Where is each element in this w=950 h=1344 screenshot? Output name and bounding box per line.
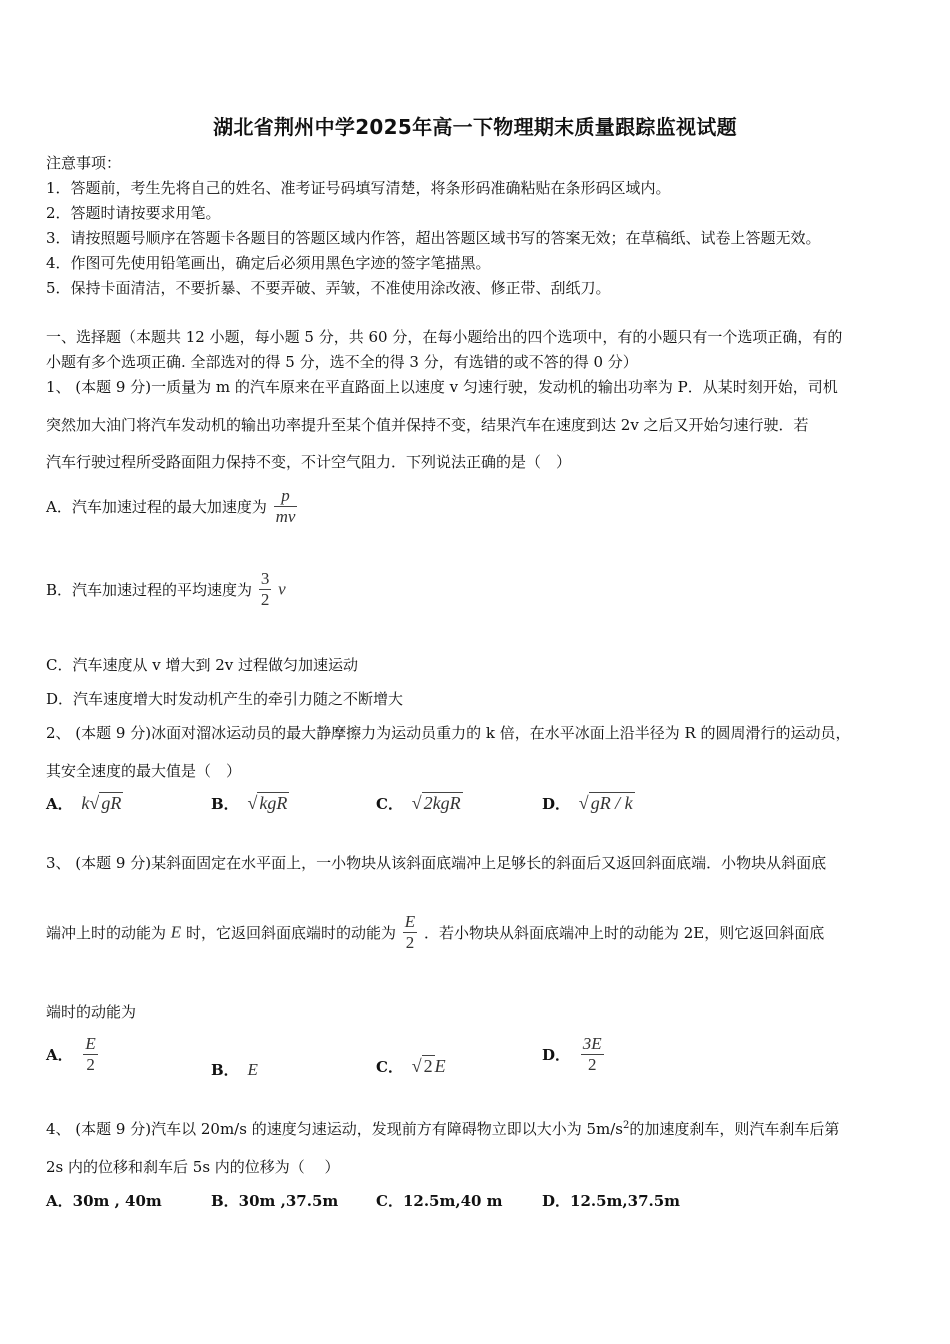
text-fragment: 4、 (本题 9 分)汽车以 20m/s 的速度匀速运动，发现前方有障碍物立即以大小为 5m/s — [46, 1120, 623, 1138]
q2-option-a[interactable] — [46, 793, 123, 814]
fraction — [274, 486, 298, 527]
q1-option-b[interactable] — [46, 569, 286, 610]
fraction-numerator: 3 — [260, 569, 270, 588]
text-fragment: 端冲上时的动能为 — [46, 924, 167, 942]
math-variable: E — [434, 1056, 446, 1076]
text-fragment: ．若小物块从斜面底端冲上时的动能为 2E，则它返回斜面底 — [423, 924, 825, 942]
radicand: 2kgR — [423, 793, 461, 813]
note-item: 3．请按照题号顺序在答题卡各题目的答题区域内作答，超出答题区域书写的答案无效；在草稿纸、试卷上答题无效。 — [46, 229, 821, 247]
math-variable: k — [81, 793, 90, 813]
note-item: 5．保持卡面清洁，不要折暴、不要弄破、弄皱，不准使用涂改液、修正带、刮纸刀。 — [46, 279, 611, 297]
sqrt-expression — [81, 793, 123, 814]
sqrt-icon: √ — [578, 793, 589, 813]
fraction-denominator: 2 — [86, 1055, 95, 1074]
q3-option-d[interactable] — [542, 1034, 606, 1075]
q4-option-d[interactable]: D．12.5m,37.5m — [542, 1192, 681, 1210]
sqrt-expression — [247, 793, 289, 814]
page-title: 湖北省荆州中学2025年高一下物理期末质量跟踪监视试题 — [213, 115, 737, 139]
fraction-denominator: 2 — [405, 933, 415, 952]
sqrt-icon: √ — [89, 793, 100, 813]
radicand: 2 — [423, 1056, 433, 1076]
q3-option-c[interactable] — [376, 1056, 446, 1077]
q4-option-a[interactable]: A．30m , 40m — [46, 1192, 162, 1210]
option-label: A． — [46, 795, 73, 813]
q1-option-a-text: A．汽车加速过程的最大加速度为 — [46, 498, 267, 516]
fraction-denominator: mv — [275, 507, 296, 526]
q1-option-d[interactable]: D．汽车速度增大时发动机产生的牵引力随之不断增大 — [46, 690, 404, 708]
fraction-numerator: E — [404, 912, 416, 931]
q1-stem-line3: 汽车行驶过程所受路面阻力保持不变，不计空气阻力．下列说法正确的是（ ） — [46, 453, 572, 471]
math-variable: E — [247, 1060, 258, 1079]
option-label: D． — [542, 1046, 571, 1064]
q3-stem-line3: 端时的动能为 — [46, 1003, 137, 1021]
q2-stem-line2: 其安全速度的最大值是（ ） — [46, 762, 242, 780]
fraction-numerator: p — [274, 486, 298, 507]
sqrt-expression — [412, 793, 463, 814]
q4-stem-line2: 2s 内的位移和刹车后 5s 内的位移为（ ） — [46, 1158, 340, 1176]
fraction-denominator: 2 — [260, 590, 270, 609]
section-heading-line2: 小题有多个选项正确. 全部选对的得 5 分，选不全的得 3 分，有选错的或不答的得 0 分） — [46, 353, 638, 371]
q4-option-c[interactable]: C．12.5m,40 m — [376, 1192, 503, 1210]
q3-option-b[interactable] — [211, 1059, 258, 1080]
q3-stem-line1: 3、 (本题 9 分)某斜面固定在水平面上，一小物块从该斜面底端冲上足够长的斜面后又返回斜面底端．小物块从斜面底 — [46, 854, 827, 872]
q3-stem-line2 — [46, 912, 824, 953]
q2-stem-line1: 2、 (本题 9 分)冰面对溜冰运动员的最大静摩擦力为运动员重力的 k 倍，在水平冰面上沿半径为 R 的圆周滑行的运动员， — [46, 724, 851, 742]
math-variable: v — [278, 579, 286, 599]
radicand: gR — [101, 793, 122, 813]
sqrt-icon: √ — [411, 1056, 422, 1076]
q1-option-c[interactable]: C．汽车速度从 v 增大到 2v 过程做匀加速运动 — [46, 656, 359, 674]
q4-option-b[interactable]: B．30m ,37.5m — [211, 1192, 339, 1210]
option-label: B． — [211, 795, 239, 813]
option-label: A． — [46, 1046, 73, 1064]
q1-stem-line2: 突然加大油门将汽车发动机的输出功率提升至某个值并保持不变，结果汽车在速度到达 2v 之后又开始匀速行驶．若 — [46, 416, 809, 434]
q2-option-c[interactable] — [376, 793, 463, 814]
fraction-denominator: 2 — [587, 1055, 597, 1074]
sqrt-icon: √ — [411, 793, 422, 813]
fraction — [581, 1034, 604, 1075]
superscript: 2 — [622, 1120, 630, 1131]
fraction — [83, 1034, 97, 1075]
q3-option-a[interactable] — [46, 1034, 100, 1075]
note-item: 4．作图可先使用铅笔画出，确定后必须用黑色字迹的签字笔描黑。 — [46, 254, 491, 272]
section-heading-line1: 一、选择题（本题共 12 小题，每小题 5 分，共 60 分，在每小题给出的四个选项中，有的小题只有一个选项正确，有的 — [46, 328, 843, 346]
option-label: C． — [376, 795, 403, 813]
q4-stem-line1 — [46, 1118, 839, 1139]
q1-option-a[interactable] — [46, 486, 299, 527]
option-label: D． — [542, 795, 571, 813]
radicand: gR / k — [590, 793, 633, 813]
q1-option-b-text: B．汽车加速过程的平均速度为 — [46, 581, 253, 599]
option-label: B． — [211, 1061, 239, 1079]
option-label: C． — [376, 1058, 403, 1076]
note-item: 1．答题前，考生先将自己的姓名、准考证号码填写清楚，将条形码准确粘贴在条形码区域内。 — [46, 179, 671, 197]
fraction-numerator: E — [85, 1034, 96, 1053]
fraction — [259, 569, 272, 610]
sqrt-icon: √ — [247, 793, 258, 813]
radicand: kgR — [259, 793, 288, 813]
q1-stem-line1: 1、 (本题 9 分)一质量为 m 的汽车原来在平直路面上以速度 v 匀速行驶，发动机的输出功率为 P．从某时刻开始，司机 — [46, 378, 838, 396]
text-fragment: 的加速度刹车，则汽车刹车后第 — [629, 1120, 840, 1138]
q2-option-d[interactable] — [542, 793, 635, 814]
text-fragment: 时，它返回斜面底端时的动能为 — [185, 924, 396, 942]
sqrt-expression — [579, 793, 635, 814]
math-variable: E — [170, 922, 182, 942]
sqrt-expression — [412, 1056, 446, 1077]
note-item: 2．答题时请按要求用笔。 — [46, 204, 221, 222]
q2-option-b[interactable] — [211, 793, 289, 814]
fraction-numerator: 3E — [582, 1034, 602, 1053]
fraction — [403, 912, 417, 953]
notes-heading: 注意事项： — [46, 154, 122, 172]
